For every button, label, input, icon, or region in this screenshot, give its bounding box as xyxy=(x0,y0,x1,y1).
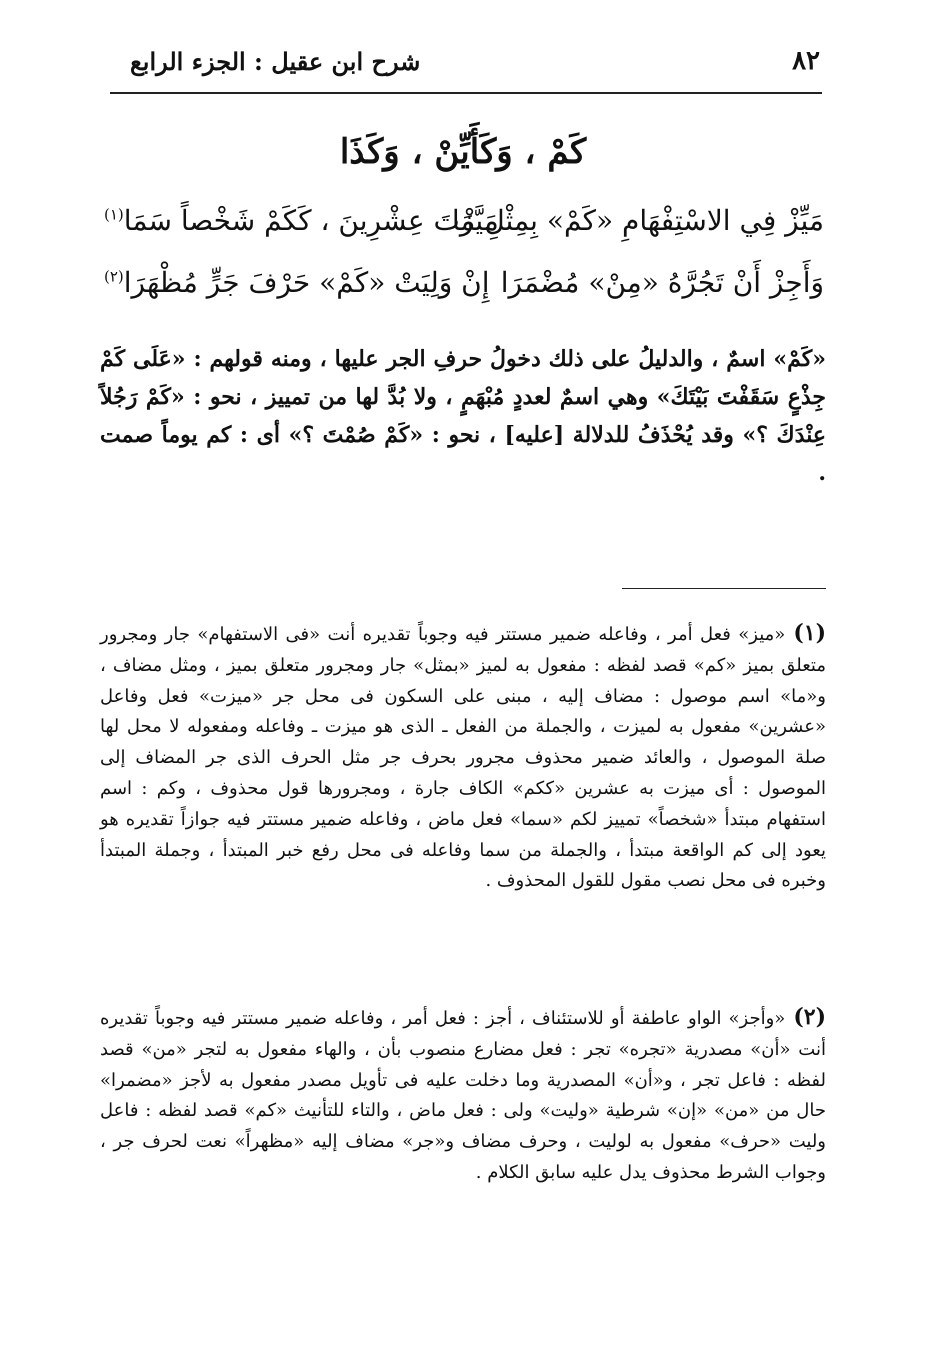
page-header xyxy=(120,38,820,84)
commentary-paragraph: «كَمْ» اسمٌ ، والدليلُ على ذلك دخولُ حرفِ الجر عليها ، ومنه قولهم : «عَلَى كَمْ جِذْعٍ سَقَفْتَ بَيْتَكَ» وهي اسمٌ لعددٍ مُبْهَمٍ ، ولا بُدَّ لها من تمييز ، نحو : «كَمْ رَجُلاً عِنْدَكَ ؟» وقد يُحْذَفُ للدلالة [عليه] ، نحو : «كَمْ صُمْتَ ؟» أى : كم يوماً صمت . xyxy=(100,346,826,486)
verse-1-first-hemistich: مَيِّزْ فِي الاسْتِفْهَامِ «كَمْ» بِمِثْلِ مَا xyxy=(451,204,824,237)
footnote-1 xyxy=(100,618,826,897)
footnote-2 xyxy=(100,1002,826,1189)
commentary xyxy=(100,340,826,492)
verse-line-2 xyxy=(104,266,824,320)
footnote-rule xyxy=(622,588,826,589)
page-number: ٨٢ xyxy=(792,46,820,76)
section-title: كَمْ ، وَكَأَيِّنْ ، وَكَذَا xyxy=(339,132,587,172)
verse-1-footnote-ref: (١) xyxy=(104,205,124,224)
verse-2-first-hemistich: وَأَجِزْ أَنْ تَجُرَّهُ «مِنْ» مُضْمَرَا xyxy=(500,266,824,299)
header-rule xyxy=(110,92,822,94)
footnote-1-text: «ميز» فعل أمر ، وفاعله ضمير مستتر فيه وجوباً تقديره أنت «فى الاستفهام» جار ومجرور متعلق بميز «كم» قصد لفظه : مفعول به لميز «بمثل» جار ومجرور متعلق بميز ، ومثل مضاف ، و«ما» اسم موصول : مضاف إليه ، مبنى على السكون فى محل جر «ميزت» فعل وفاعل «عشرين» مفعول به لميزت ، والجملة من الفعل ـ الذى هو ميزت ـ وفاعله ومفعوله لا محل لها صلة الموصول ، والعائد ضمير محذوف مجرور بحرف جر مثل الحرف الذى جر المضاف إلى الموصول : أى ميزت به عشرين «ككم» الكاف جارة ، ومجرورها قول محذوف ، وكم : اسم استفهام مبتدأ «شخصاً» تمييز لكم «سما» فعل ماض ، وفاعله ضمير مستتر فيه جوازاً تقديره هو يعود إلى كم الواقعة مبتدأ ، والجملة من سما وفاعله فى محل رفع خبر المبتدأ ، وجملة المبتدأ وخبره فى محل نصب مقول للقول المحذوف . xyxy=(100,624,826,892)
verse-1-second-hemistich xyxy=(104,204,499,237)
footnote-2-number: (٢) xyxy=(793,1004,826,1030)
running-title: شرح ابن عقيل : الجزء الرابع xyxy=(130,46,421,76)
footnote-1-number: (١) xyxy=(793,620,826,646)
verse-line-1 xyxy=(104,204,824,258)
verse-2-second-hemistich xyxy=(104,266,490,299)
verse-2-footnote-ref: (٢) xyxy=(104,267,124,286)
verse-2-second-text: إِنْ وَلِيَتْ «كَمْ» حَرْفَ جَرٍّ مُظْهَرَا xyxy=(123,266,490,299)
footnote-2-text: «وأجز» الواو عاطفة أو للاستئناف ، أجز : فعل أمر ، وفاعله ضمير مستتر فيه وجوباً تقديره أنت «أن» مصدرية «تجره» تجر : فعل مضارع منصوب بأن ، والهاء مفعول به لتجر «من» قصد لفظه : فاعل تجر ، و«أن» المصدرية وما دخلت عليه فى تأويل مصدر مفعول به لأجز «مضمرا» حال من «من» «إن» شرطية «وليت» ولى : فعل ماض ، والتاء للتأنيث «كم» قصد لفظه : فاعل وليت «حرف» مفعول به لوليت ، وحرف مضاف و«جر» مضاف إليه «مظهراً» نعت لحرف جر ، وجواب الشرط محذوف يدل عليه سابق الكلام . xyxy=(100,1008,826,1183)
verse-1-second-text: مَيَّزْتَ عِشْرِينَ ، كَكَمْ شَخْصاً سَمَا xyxy=(123,204,499,237)
